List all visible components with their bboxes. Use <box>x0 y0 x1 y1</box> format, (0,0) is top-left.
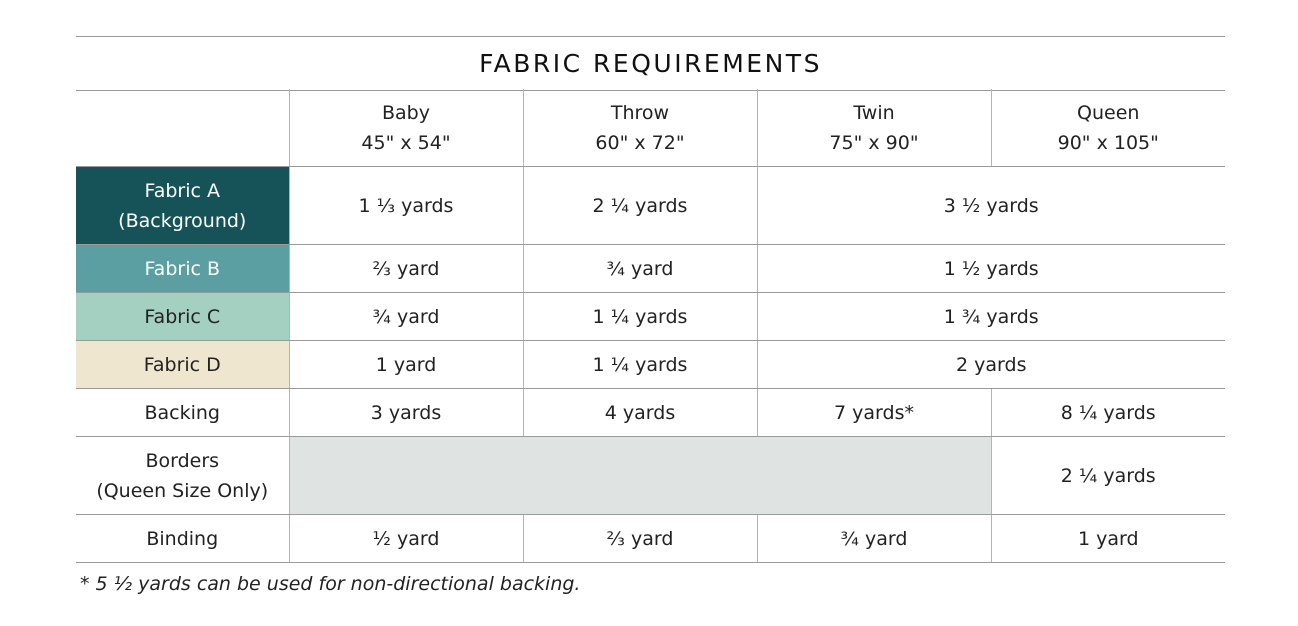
size-name: Baby <box>382 101 430 124</box>
cell-queen: 2 ¼ yards <box>991 437 1225 515</box>
cell-throw: ¾ yard <box>523 245 757 293</box>
size-dimensions: 75" x 90" <box>829 131 919 154</box>
not-applicable-cell <box>289 437 991 515</box>
size-dimensions: 60" x 72" <box>595 131 685 154</box>
table-row-fabric-a <box>76 167 1225 245</box>
row-label-backing: Backing <box>76 389 289 437</box>
row-label-subtext: (Background) <box>118 209 247 232</box>
cell-baby: ½ yard <box>289 515 523 563</box>
cell-baby: ¾ yard <box>289 293 523 341</box>
size-header-queen <box>991 89 1225 167</box>
table-row-borders <box>76 437 1225 515</box>
cell-baby: 1 yard <box>289 341 523 389</box>
size-dimensions: 45" x 54" <box>361 131 451 154</box>
table-title: FABRIC REQUIREMENTS <box>76 36 1225 91</box>
size-header-baby <box>289 89 523 167</box>
cell-throw: 1 ¼ yards <box>523 341 757 389</box>
size-name: Queen <box>1077 101 1140 124</box>
cell-twin-queen: 1 ¾ yards <box>757 293 1225 341</box>
cell-throw: 2 ¼ yards <box>523 167 757 245</box>
row-label-text: Fabric A <box>144 179 220 202</box>
size-header-twin <box>757 89 991 167</box>
row-label-fabric-b: Fabric B <box>76 245 289 293</box>
table-row-fabric-c <box>76 293 1225 341</box>
cell-twin-queen: 2 yards <box>757 341 1225 389</box>
row-label-binding: Binding <box>76 515 289 563</box>
row-label-subtext: (Queen Size Only) <box>96 479 269 502</box>
footnote: * 5 ½ yards can be used for non-directional backing. <box>80 573 581 595</box>
cell-throw: ⅔ yard <box>523 515 757 563</box>
row-label-fabric-d: Fabric D <box>76 341 289 389</box>
cell-twin: ¾ yard <box>757 515 991 563</box>
row-label-fabric-c: Fabric C <box>76 293 289 341</box>
cell-queen: 8 ¼ yards <box>991 389 1225 437</box>
cell-baby: 1 ⅓ yards <box>289 167 523 245</box>
size-name: Twin <box>853 101 895 124</box>
size-dimensions: 90" x 105" <box>1057 131 1159 154</box>
table-row-fabric-d <box>76 341 1225 389</box>
empty-corner-cell <box>76 89 289 167</box>
row-label-fabric-a <box>76 167 289 245</box>
cell-twin-queen: 1 ½ yards <box>757 245 1225 293</box>
cell-queen: 1 yard <box>991 515 1225 563</box>
size-header-throw <box>523 89 757 167</box>
fabric-requirements-table <box>76 89 1225 563</box>
cell-twin-queen: 3 ½ yards <box>757 167 1225 245</box>
cell-baby: 3 yards <box>289 389 523 437</box>
row-label-borders <box>76 437 289 515</box>
size-name: Throw <box>610 101 670 124</box>
table-row-binding <box>76 515 1225 563</box>
cell-twin: 7 yards* <box>757 389 991 437</box>
cell-throw: 1 ¼ yards <box>523 293 757 341</box>
cell-baby: ⅔ yard <box>289 245 523 293</box>
size-header-row <box>76 89 1225 167</box>
table-row-backing <box>76 389 1225 437</box>
row-label-text: Borders <box>145 449 220 472</box>
cell-throw: 4 yards <box>523 389 757 437</box>
table-row-fabric-b <box>76 245 1225 293</box>
